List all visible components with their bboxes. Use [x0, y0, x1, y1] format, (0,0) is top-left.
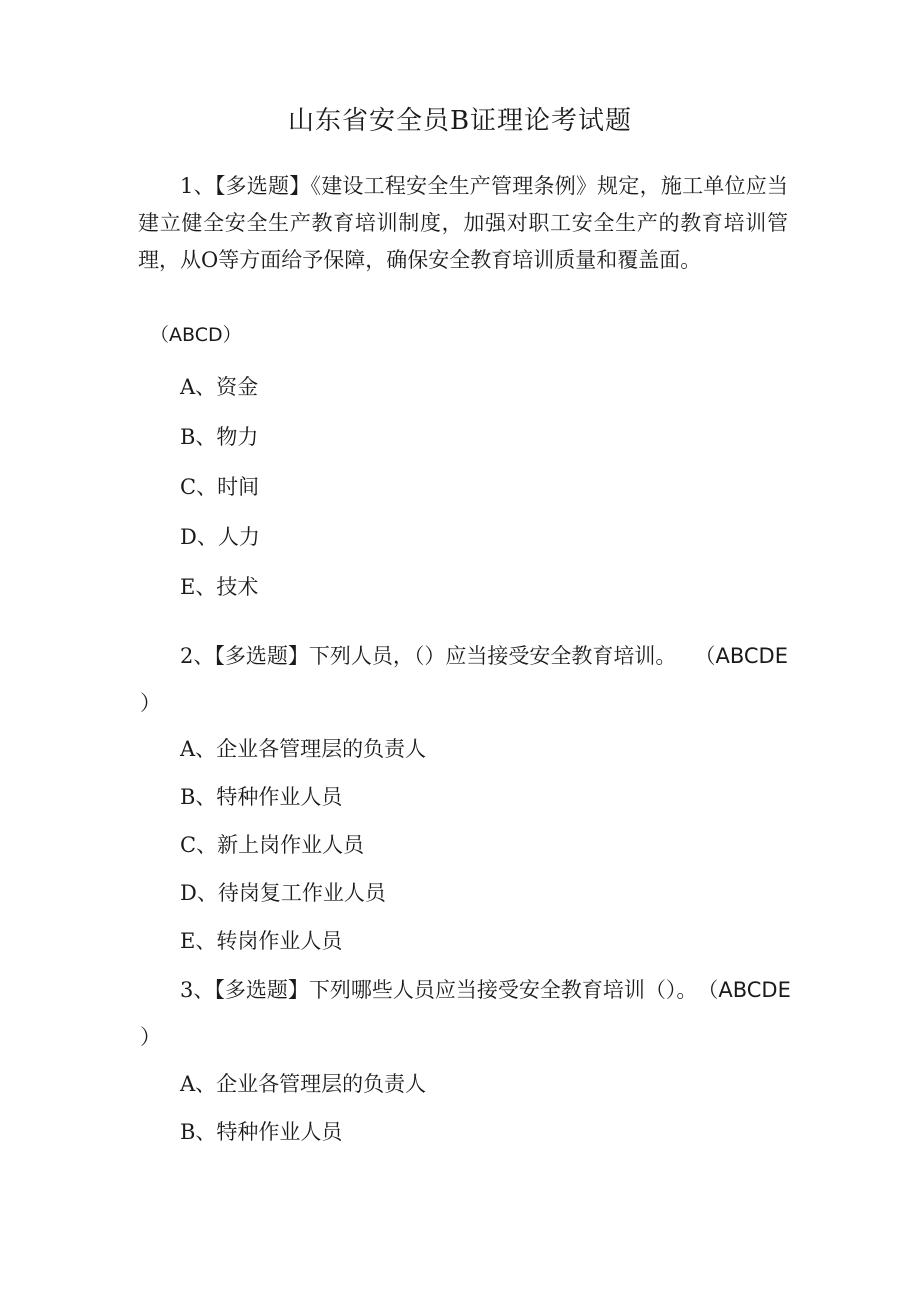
question-2-answer-close: ） — [140, 691, 161, 715]
question-3-text: 3、【多选题】下列哪些人员应当接受安全教育培训（）。 — [180, 978, 698, 1002]
question-2-option-c: C、新上岗作业人员 — [180, 833, 365, 857]
question-2-answer: （ABCDE — [694, 644, 788, 668]
question-2-option-e: E、转岗作业人员 — [180, 929, 343, 953]
question-2-option-b: B、特种作业人员 — [180, 785, 343, 809]
page-title: 山东省安全员B证理论考试题 — [287, 106, 633, 136]
question-3-option-b: B、特种作业人员 — [180, 1120, 343, 1144]
question-3-answer: （ABCDE — [697, 978, 791, 1002]
question-2-option-d: D、待岗复工作业人员 — [180, 881, 386, 905]
question-3-option-a: A、企业各管理层的负责人 — [180, 1072, 427, 1096]
question-1-text: 1、【多选题】《建设工程安全生产管理条例》规定，施工单位应当建立健全安全生产教育培训制度，加强对职工安全生产的教育培训管理，从O等方面给予保障，确保安全教育培训质量和覆盖面。 — [138, 174, 788, 272]
question-1-option-b: B、物力 — [180, 425, 259, 449]
question-1-option-e: E、技术 — [180, 575, 259, 599]
question-2-text: 2、【多选题】下列人员，（）应当接受安全教育培训。 — [180, 644, 677, 668]
question-1-option-c: C、时间 — [180, 475, 260, 499]
question-2-line — [180, 641, 788, 671]
question-1-option-a: A、资金 — [180, 375, 259, 399]
question-1-answer: （ABCD） — [150, 324, 242, 346]
question-2-option-a: A、企业各管理层的负责人 — [180, 737, 427, 761]
question-1-option-d: D、人力 — [180, 525, 260, 549]
question-3-line — [180, 975, 791, 1005]
question-3-answer-close: ） — [140, 1025, 161, 1049]
